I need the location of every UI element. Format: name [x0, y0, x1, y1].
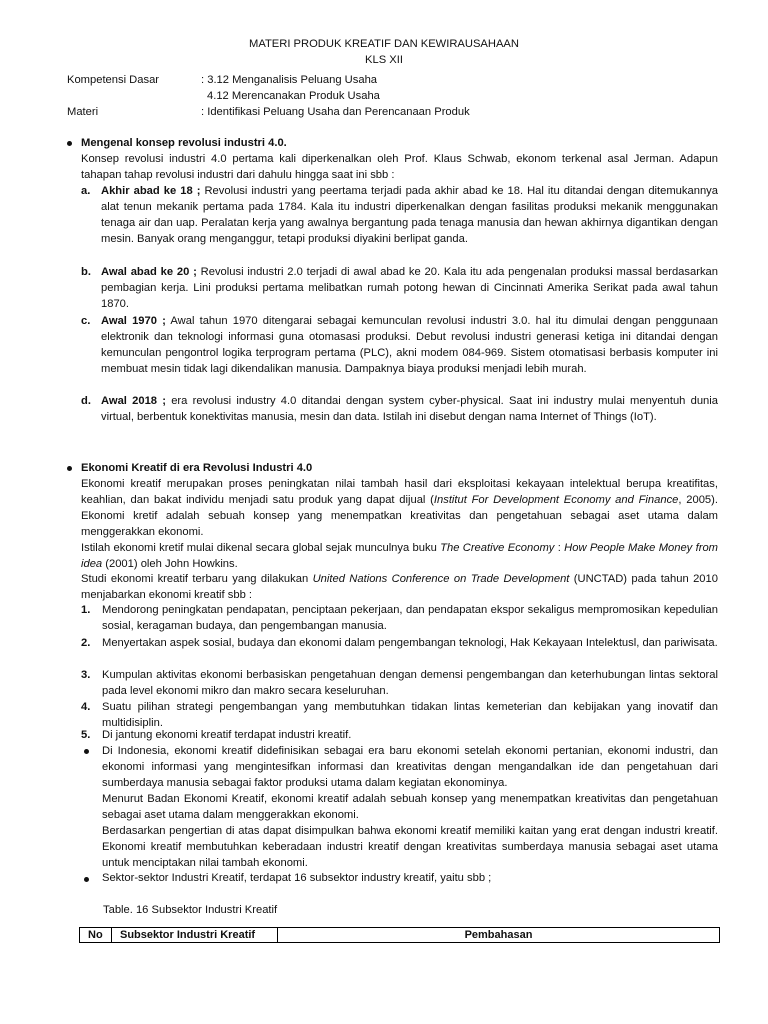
- list-item: Mendorong peningkatan pendapatan, penciptaan pekerjaan, dan pendapatan ekspor sekaligus mempromosikan kepedulian sosial, keragaman budaya, dan pengembangan manusia.: [102, 604, 718, 632]
- list-item: Menyertakan aspek sosial, budaya dan ekonomi dalam pengembangan teknologi, Hak Kekayaan Intelektusl, dan pariwisata.: [102, 637, 718, 649]
- paragraph-text: (UNCTAD) pada tahun 2010 menjabarkan ekonomi kreatif sbb :: [81, 573, 718, 601]
- list-marker: 4.: [81, 701, 91, 713]
- bullet-paragraph: Di Indonesia, ekonomi kreatif didefinisikan sebagai era baru ekonomi setelah ekonomi pertanian, ekonomi industri, dan ekonomi informasi yang mengintesifkan informasi dan kreativitas dengan mengandalkan ide dan pengetahuan dari sumberdaya manusia sebagai faktor produksi utama dalam kegiatan ekonominya.: [102, 745, 718, 789]
- list-item: [101, 264, 718, 312]
- list-item-text: Revolusi industri yang peertama terjadi pada akhir abad ke 18. Hal itu ditandai dengan ditemukannya alat tenun mekanik pertama pada 1784. Kala itu industri diperkenalkan dengan fasilitas produksi mekanik menggunakan tenaga air dan uap. Peralatan kerja yang awalnya bergantung pada tenaga manusia dan hewan akhirnya digantikan dengan mesin. Banyak orang menganggur, tetapi produksi diyakini berlipat ganda.: [101, 185, 718, 245]
- list-item: Di jantung ekonomi kreatif terdapat industri kreatif.: [102, 729, 352, 741]
- section2-heading: Ekonomi Kreatif di era Revolusi Industri 4.0: [81, 462, 313, 474]
- table-header-no: No: [80, 928, 112, 942]
- list-item-title: Awal 1970 ;: [101, 315, 166, 327]
- document-class: KLS XII: [365, 54, 403, 66]
- list-marker: 3.: [81, 669, 91, 681]
- bullet-icon: [67, 466, 72, 471]
- bullet-paragraph: Berdasarkan pengertian di atas dapat disimpulkan bahwa ekonomi kreatif memiliki kaitan yang erat dengan industri kreatif. Ekonomi kreatif membutuhkan keberadaan industri kreatif dengan kreativitas sumberdaya manusia sebagai aset utama untuk menciptakan nilai tambah ekonomi.: [102, 825, 718, 869]
- list-item-text: Revolusi industri 2.0 terjadi di awal abad ke 20. Kala itu ada pengenalan produksi massal berdasarkan pembagian kerja. Lini produksi pertama melibatkan rumah potong hewan di Cincinnati Amerika Serikat pada awal tahun 1870.: [101, 266, 718, 310]
- bullet-icon: [67, 141, 72, 146]
- list-item: Kumpulan aktivitas ekonomi berbasiskan pengetahuan dengan demensi pengembangan dan keterhubungan lintas sektoral pada level ekonomi mikro dan makro secara keseluruhan.: [102, 669, 718, 697]
- list-item: [101, 393, 718, 425]
- table-header-subsector: Subsektor Industri Kreatif: [112, 928, 278, 942]
- list-item-text: era revolusi industry 4.0 ditandai dengan system cyber-physical. Saat ini industry mulai menyentuh dunia virtual, berbentuk konektivitas manusia, mesin dan data. Istilah ini disebut dengan nama Internet of Things (IoT).: [101, 395, 718, 423]
- bullet-icon: [84, 749, 89, 754]
- list-item-title: Awal abad ke 20 ;: [101, 266, 197, 278]
- kd-label: Kompetensi Dasar: [67, 74, 160, 86]
- materi-label: Materi: [67, 106, 99, 118]
- section2-paragraph-2: [81, 540, 718, 572]
- paragraph-text: Istilah ekonomi kretif mulai dikenal secara global sejak munculnya buku: [81, 542, 441, 554]
- bullet-icon: [84, 877, 89, 882]
- section1-intro: Konsep revolusi industri 4.0 pertama kali diperkenalkan oleh Prof. Klaus Schwab, ekonom terkenal asal Jerman. Adapun tahapan tahap revolusi industri dari dahulu hingga saat ini sbb :: [81, 153, 718, 181]
- list-item: [101, 313, 718, 377]
- bullet-paragraph: Sektor-sektor Industri Kreatif, terdapat 16 subsektor industry kreatif, yaitu sbb ;: [102, 872, 492, 884]
- materi-value: : Identifikasi Peluang Usaha dan Perencanaan Produk: [201, 106, 470, 118]
- organization-name: United Nations Conference on Trade Development: [312, 573, 570, 585]
- paragraph-text: Ekonomi kreatif merupakan proses peningkatan nilai tambah hasil dari eksploitasi kekayaan intelektual berupa kreatifitas, keahlian, dan bakat individu menjadi satu produk yang dapat dijual (: [81, 478, 718, 506]
- book-title: The Creative Economy: [440, 542, 555, 554]
- paragraph-text: (2001) oleh John Howkins.: [102, 558, 238, 570]
- list-item: [101, 183, 718, 247]
- citation: Institut For Development Economy and Finance: [433, 494, 679, 506]
- list-marker: 5.: [81, 729, 91, 741]
- table-caption: Table. 16 Subsektor Industri Kreatif: [103, 904, 278, 916]
- list-marker: b.: [81, 266, 91, 278]
- section1-heading: Mengenal konsep revolusi industri 4.0.: [81, 137, 287, 149]
- table-header-pembahasan: Pembahasan: [464, 929, 533, 941]
- book-subtitle: How People Make Money from idea: [81, 542, 718, 570]
- paragraph-text: Studi ekonomi kreatif terbaru yang dilakukan: [81, 573, 313, 585]
- list-marker: c.: [81, 315, 91, 327]
- kd-value-1: : 3.12 Menganalisis Peluang Usaha: [201, 74, 378, 86]
- kd-value-2: 4.12 Merencanakan Produk Usaha: [207, 90, 380, 102]
- section2-paragraph-3: [81, 571, 718, 603]
- paragraph-text: :: [554, 542, 565, 554]
- list-item-title: Awal 2018 ;: [101, 395, 166, 407]
- bullet-paragraph: Menurut Badan Ekonomi Kreatif, ekonomi kreatif adalah sebuah konsep yang menempatkan kreativitas dan pengetahuan sebagai aset utama dalam menggerakkan ekonomi.: [102, 793, 718, 821]
- list-marker: d.: [81, 395, 91, 407]
- list-marker: 2.: [81, 637, 91, 649]
- list-marker: 1.: [81, 604, 91, 616]
- list-item-text: Awal tahun 1970 ditengarai sebagai kemunculan revolusi industri 3.0. hal itu dimulai dengan penggunaan elektronik dan teknologi informasi guna otomasasi produksi. Debut revolusi industri generasi ketiga ini ditandai dengan kemunculan pengontrol logika terprogram pertama (PLC), akni modem 084-969. Sistem otomatisasi berbasis komputer ini membuat mesin tidak lagi dikendalikan manusia. Dampaknya biaya produksi menjadi lebih murah.: [101, 315, 718, 375]
- list-item-title: Akhir abad ke 18 ;: [101, 185, 201, 197]
- section2-paragraph-1: [81, 476, 718, 540]
- list-item: Suatu pilihan strategi pengembangan yang membutuhkan tidakan lintas kemeterian dan kebijakan yang inovatif dan multidisiplin.: [102, 701, 718, 729]
- list-marker: a.: [81, 185, 91, 197]
- subsector-table-header: [79, 927, 720, 943]
- document-title: MATERI PRODUK KREATIF DAN KEWIRAUSAHAAN: [249, 38, 519, 50]
- paragraph-text: , 2005). Ekonomi kretif adalah sebuah konsep yang menempatkan kreativitas dan pengetahuan sebagai aset utama dalam menggerakkan ekonomi.: [81, 494, 718, 538]
